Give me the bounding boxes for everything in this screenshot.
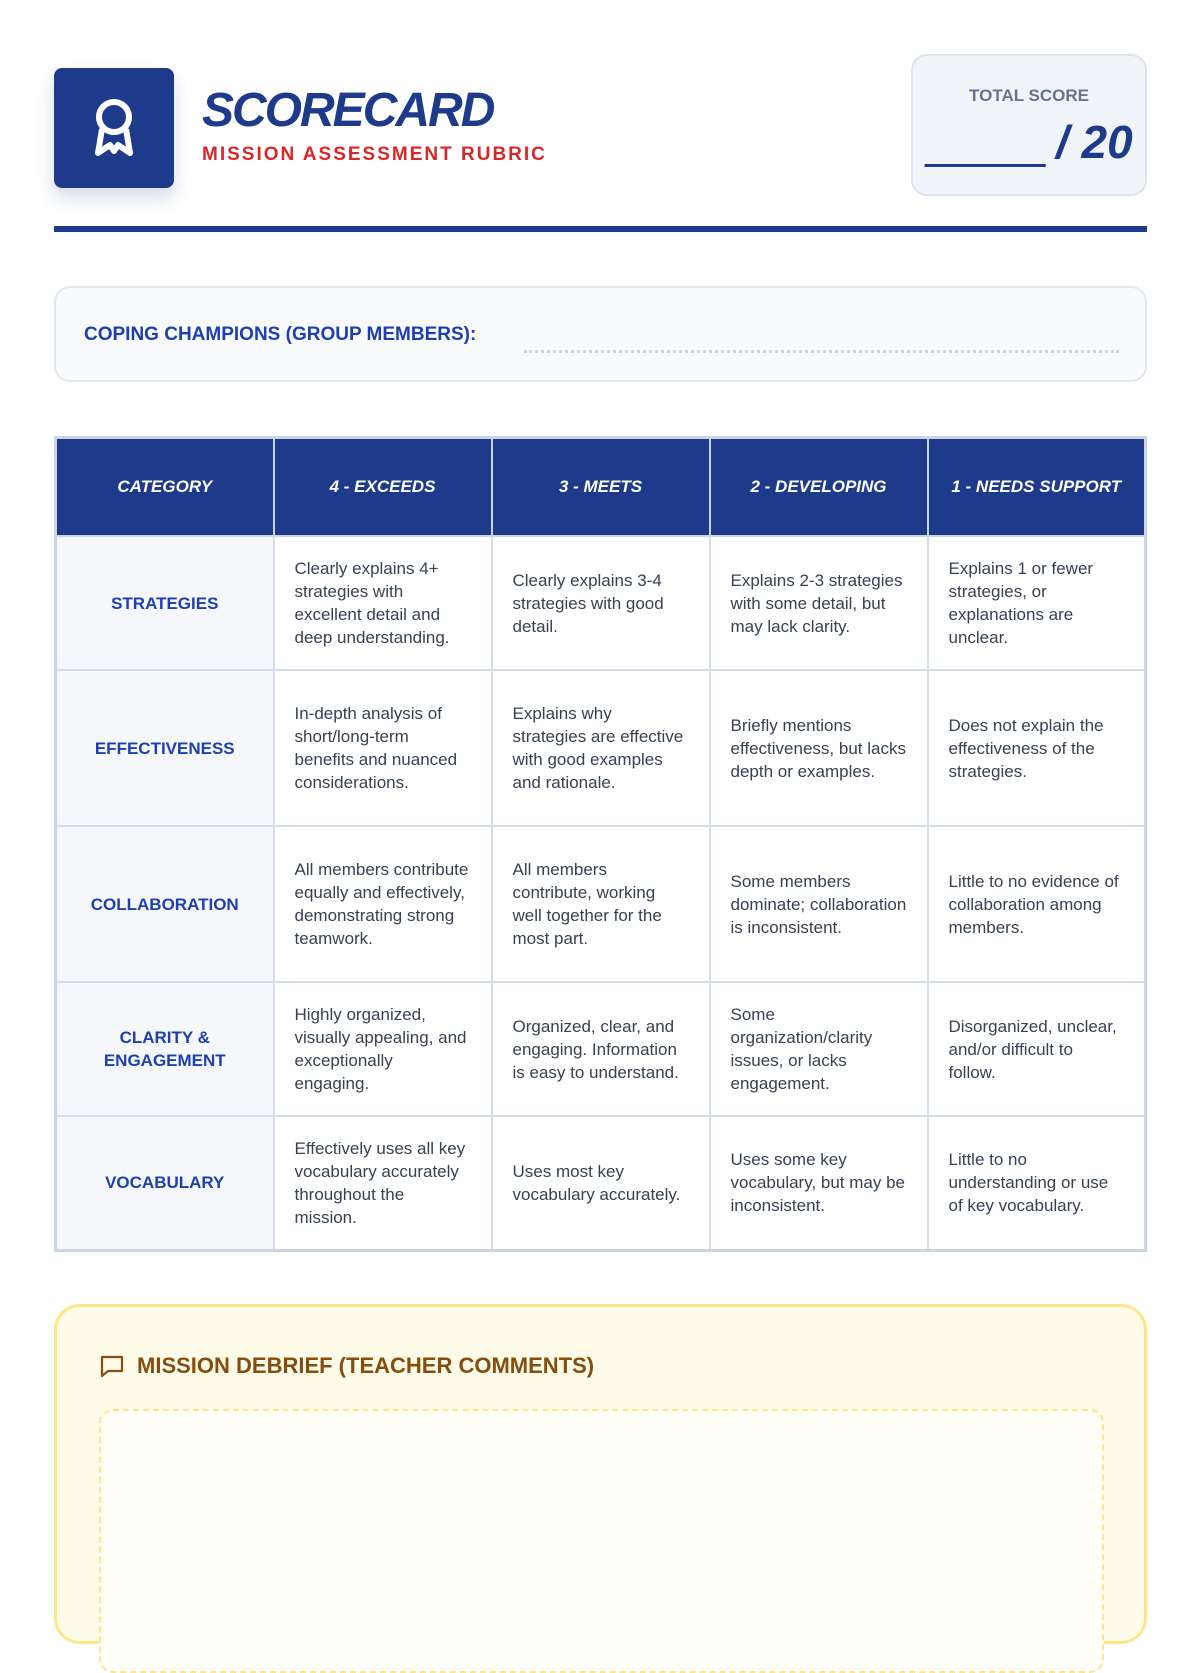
teacher-comments-area[interactable] (99, 1409, 1104, 1673)
header-category: CATEGORY (56, 438, 274, 537)
rubric-cell: Little to no evidence of collaboration among members. (928, 826, 1146, 982)
award-ribbon-icon (88, 95, 140, 161)
header-developing: 2 - DEVELOPING (710, 438, 928, 537)
group-members-write-line (524, 350, 1119, 353)
page-title: SCORECARD (202, 84, 494, 137)
rubric-cell: Briefly mentions effectiveness, but lacks depth or examples. (710, 670, 928, 826)
rubric-cell: Little to no understanding or use of key vocabulary. (928, 1116, 1146, 1250)
score-blank: _____ (925, 116, 1044, 168)
rubric-cell: Clearly explains 3-4 strategies with good detail. (492, 536, 710, 670)
table-row (56, 982, 1146, 1116)
total-score-value (913, 114, 1145, 170)
page-subtitle: MISSION ASSESSMENT RUBRIC (202, 144, 547, 165)
rubric-cell: Uses some key vocabulary, but may be inconsistent. (710, 1116, 928, 1250)
score-max: / 20 (1055, 116, 1133, 168)
header-divider (54, 226, 1147, 232)
rubric-table (54, 436, 1147, 1252)
category-clarity-engagement: CLARITY & ENGAGEMENT (56, 982, 274, 1116)
rubric-cell: Explains why strategies are effective with good examples and rationale. (492, 670, 710, 826)
rubric-cell: All members contribute, working well together for the most part. (492, 826, 710, 982)
chat-bubble-icon (99, 1353, 125, 1379)
header-exceeds: 4 - EXCEEDS (274, 438, 492, 537)
debrief-section (54, 1304, 1147, 1644)
header-needs-support: 1 - NEEDS SUPPORT (928, 438, 1146, 537)
category-collaboration: COLLABORATION (56, 826, 274, 982)
rubric-cell: All members contribute equally and effectively, demonstrating strong teamwork. (274, 826, 492, 982)
rubric-cell: Highly organized, visually appealing, and exceptionally engaging. (274, 982, 492, 1116)
logo-badge (54, 68, 174, 188)
rubric-cell: Disorganized, unclear, and/or difficult to follow. (928, 982, 1146, 1116)
header-meets: 3 - MEETS (492, 438, 710, 537)
rubric-header-row (56, 438, 1146, 537)
table-row (56, 826, 1146, 982)
rubric-cell: Effectively uses all key vocabulary accurately throughout the mission. (274, 1116, 492, 1250)
table-row (56, 536, 1146, 670)
page-header (54, 54, 1147, 232)
rubric-cell: Explains 2-3 strategies with some detail, but may lack clarity. (710, 536, 928, 670)
rubric-cell: Organized, clear, and engaging. Information is easy to understand. (492, 982, 710, 1116)
debrief-header (99, 1353, 594, 1379)
total-score-label: TOTAL SCORE (969, 86, 1089, 105)
debrief-title: MISSION DEBRIEF (TEACHER COMMENTS) (137, 1353, 595, 1378)
rubric-cell: Some members dominate; collaboration is inconsistent. (710, 826, 928, 982)
rubric-cell: Some organization/clarity issues, or lacks engagement. (710, 982, 928, 1116)
category-effectiveness: EFFECTIVENESS (56, 670, 274, 826)
rubric-cell: Uses most key vocabulary accurately. (492, 1116, 710, 1250)
rubric-cell: Explains 1 or fewer strategies, or explanations are unclear. (928, 536, 1146, 670)
rubric-cell: Clearly explains 4+ strategies with excellent detail and deep understanding. (274, 536, 492, 670)
category-strategies: STRATEGIES (56, 536, 274, 670)
table-row (56, 670, 1146, 826)
rubric-cell: In-depth analysis of short/long-term benefits and nuanced considerations. (274, 670, 492, 826)
rubric-cell: Does not explain the effectiveness of the strategies. (928, 670, 1146, 826)
group-members-box (54, 286, 1147, 382)
category-vocabulary: VOCABULARY (56, 1116, 274, 1250)
group-members-label: COPING CHAMPIONS (GROUP MEMBERS): (84, 324, 477, 345)
table-row (56, 1116, 1146, 1250)
total-score-box (911, 54, 1147, 196)
